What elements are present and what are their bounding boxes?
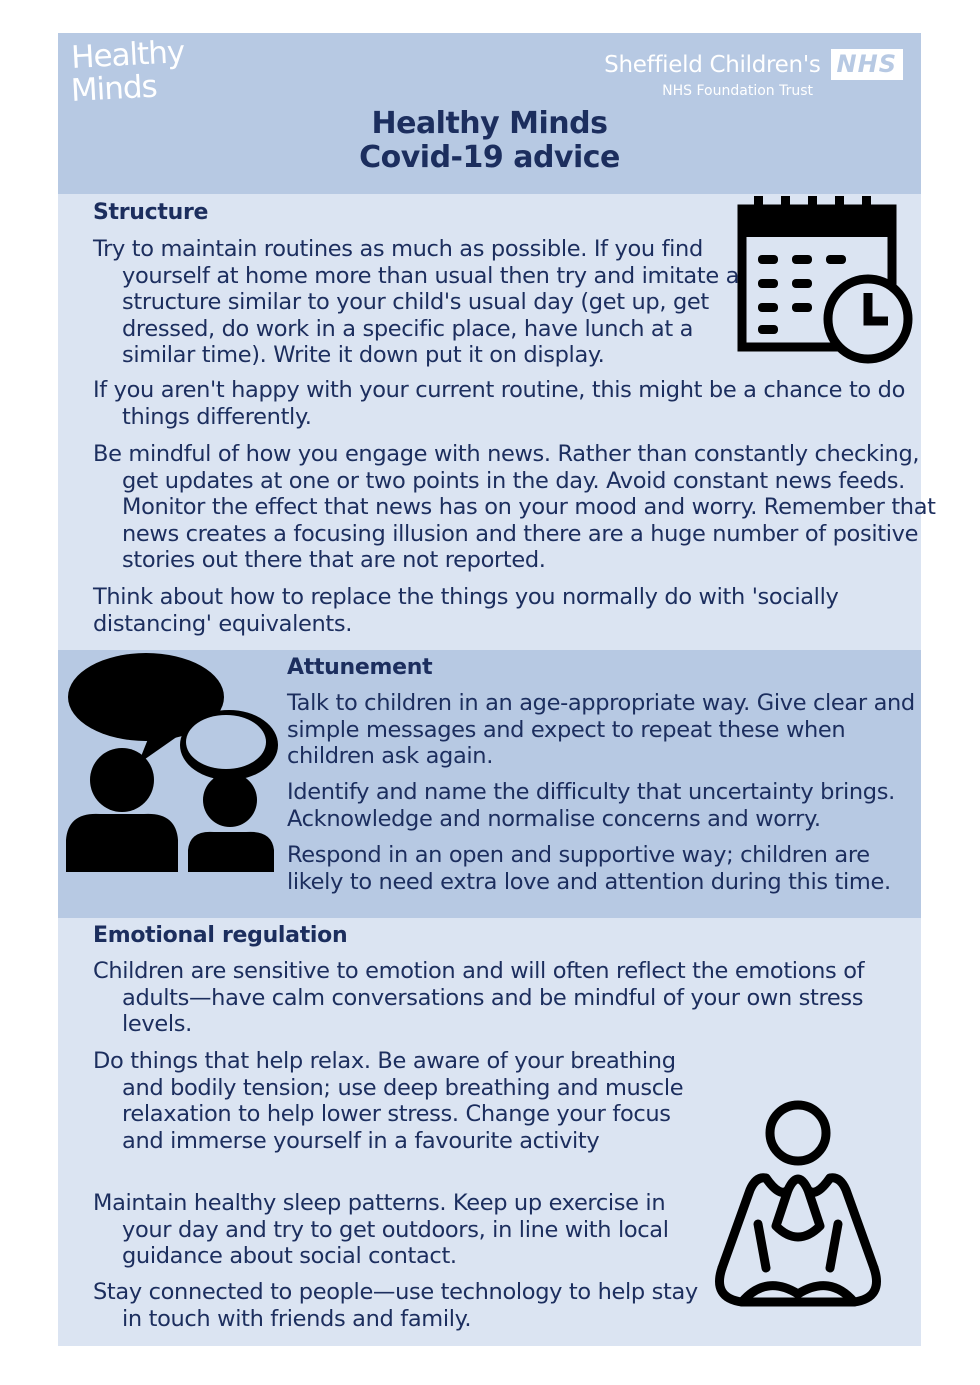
emotional-paragraph-4: Stay connected to people—use technology to help stay in touch with friends and family. — [93, 1279, 698, 1332]
attunement-paragraph-1: Talk to children in an age-appropriate way. Give clear and simple messages and expect to repeat these when children ask again. — [287, 690, 915, 769]
header-band — [58, 33, 921, 194]
structure-paragraph-3: Be mindful of how you engage with news. Rather than constantly checking, get updates at one or two points in the day. Avoid constant news feeds. Monitor the effect that news has on your mood and worry. Remember that news creates a focusing illusion and there are a huge number of positive stories out there that are not reported. — [93, 441, 936, 573]
attunement-paragraph-3: Respond in an open and supportive way; children are likely to need extra love and attention during this time. — [287, 842, 891, 895]
emotional-paragraph-1: Children are sensitive to emotion and will often reflect the emotions of adults—have calm conversations and be mindful of your own stress levels. — [93, 958, 865, 1037]
emotional-paragraph-3: Maintain healthy sleep patterns. Keep up exercise in your day and try to get outdoors, in line with local guidance about social contact. — [93, 1190, 669, 1269]
attunement-heading: Attunement — [287, 655, 433, 680]
attunement-paragraph-2: Identify and name the difficulty that uncertainty brings. Acknowledge and normalise concerns and worry. — [287, 779, 895, 832]
healthy-minds-logo: Healthy Minds — [69, 34, 186, 110]
meditation-icon — [708, 1098, 893, 1318]
structure-paragraph-2: If you aren't happy with your current routine, this might be a chance to do things differently. — [93, 377, 905, 430]
trust-logo — [604, 49, 903, 99]
emotional-paragraph-2: Do things that help relax. Be aware of your breathing and bodily tension; use deep breathing and muscle relaxation to help lower stress. Change your focus and immerse yourself in a favourite activity — [93, 1048, 684, 1154]
structure-paragraph-4: Think about how to replace the things you normally do with 'socially distancing' equivalents. — [93, 584, 839, 637]
page-title: Healthy Minds Covid-19 advice — [359, 106, 620, 175]
emotional-regulation-heading: Emotional regulation — [93, 923, 348, 948]
nhs-logo: NHS — [831, 49, 903, 80]
attunement-band — [58, 650, 921, 918]
conversation-icon — [66, 642, 278, 872]
structure-paragraph-1: Try to maintain routines as much as possible. If you find yourself at home more than usual then try and imitate a structure similar to your child's usual day (get up, get dressed, do work in a specific place, have lunch at a similar time). Write it down put it on display. — [93, 236, 740, 368]
trust-subtitle: NHS Foundation Trust — [662, 83, 813, 99]
trust-name: Sheffield Children's — [604, 51, 821, 78]
calendar-clock-icon — [736, 193, 916, 375]
structure-heading: Structure — [93, 200, 209, 225]
advice-sheet — [58, 33, 936, 1346]
